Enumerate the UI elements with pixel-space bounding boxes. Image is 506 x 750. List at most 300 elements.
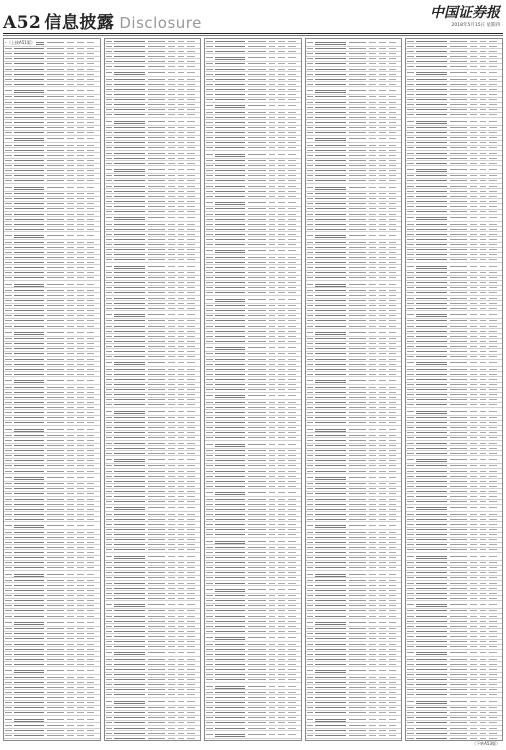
cell-text-placeholder xyxy=(14,542,45,543)
cell-text-placeholder xyxy=(114,229,145,230)
cell-text-placeholder xyxy=(148,211,165,212)
cell-text-placeholder xyxy=(416,244,447,245)
cell-text-placeholder xyxy=(67,353,74,354)
cell-text-placeholder xyxy=(77,272,84,273)
table-row xyxy=(306,39,402,47)
cell-text-placeholder xyxy=(450,514,467,515)
cell-text-placeholder xyxy=(77,590,84,591)
cell-text-placeholder xyxy=(315,160,346,161)
cell-text-placeholder xyxy=(77,504,84,505)
cell-text-placeholder xyxy=(14,353,45,354)
cell-text-placeholder xyxy=(215,239,246,240)
cell-text-placeholder xyxy=(87,107,95,108)
cell-text-placeholder xyxy=(206,239,213,240)
cell-text-placeholder xyxy=(47,155,64,156)
cell-text-placeholder xyxy=(269,99,276,100)
cell-text-placeholder xyxy=(87,670,95,671)
cell-text-placeholder xyxy=(450,465,467,466)
cell-text-placeholder xyxy=(288,214,296,215)
cell-text-placeholder xyxy=(349,682,366,683)
cell-text-placeholder xyxy=(315,79,346,80)
cell-text-placeholder xyxy=(315,471,346,472)
cell-text-placeholder xyxy=(416,346,447,347)
cell-text-placeholder xyxy=(187,229,195,230)
cell-text-placeholder xyxy=(248,94,265,95)
cell-text-placeholder xyxy=(47,58,64,59)
cell-text-placeholder xyxy=(389,622,397,623)
cell-text-placeholder xyxy=(288,94,296,95)
cell-text-placeholder xyxy=(14,193,45,194)
cell-text-placeholder xyxy=(206,432,213,433)
cell-text-placeholder xyxy=(114,496,145,497)
cell-text-placeholder xyxy=(480,519,487,520)
cell-text-placeholder xyxy=(148,465,165,466)
cell-text-placeholder xyxy=(379,102,386,103)
cell-text-placeholder xyxy=(315,525,346,526)
cell-text-placeholder xyxy=(187,674,195,675)
cell-text-placeholder xyxy=(114,459,145,460)
cell-text-placeholder xyxy=(5,644,12,645)
cell-text-placeholder xyxy=(106,481,113,482)
cell-text-placeholder xyxy=(215,359,246,360)
cell-text-placeholder xyxy=(315,175,346,176)
cell-text-placeholder xyxy=(47,493,64,494)
cell-text-placeholder xyxy=(114,272,145,273)
cell-text-placeholder xyxy=(480,417,487,418)
cell-text-placeholder xyxy=(168,626,175,627)
cell-text-placeholder xyxy=(215,191,246,192)
cell-text-placeholder xyxy=(47,547,64,548)
cell-text-placeholder xyxy=(450,379,467,380)
cell-text-placeholder xyxy=(278,722,285,723)
cell-text-placeholder xyxy=(67,69,74,70)
cell-text-placeholder xyxy=(269,89,276,90)
cell-text-placeholder xyxy=(480,593,487,594)
cell-text-placeholder xyxy=(379,707,386,708)
cell-text-placeholder xyxy=(148,556,165,557)
cell-text-placeholder xyxy=(215,132,246,133)
cell-text-placeholder xyxy=(288,589,296,590)
cell-text-placeholder xyxy=(206,572,213,573)
cell-text-placeholder xyxy=(67,102,74,103)
cell-text-placeholder xyxy=(416,180,447,181)
cell-text-placeholder xyxy=(349,267,366,268)
cell-text-placeholder xyxy=(480,326,487,327)
cell-text-placeholder xyxy=(114,432,145,433)
cell-text-placeholder xyxy=(407,153,414,154)
table-row xyxy=(205,441,301,449)
cell-text-placeholder xyxy=(67,445,74,446)
cell-text-placeholder xyxy=(307,242,314,243)
cell-text-placeholder xyxy=(114,427,145,428)
cell-text-placeholder xyxy=(148,674,165,675)
cell-text-placeholder xyxy=(106,147,113,148)
cell-text-placeholder xyxy=(187,684,195,685)
cell-text-placeholder xyxy=(77,595,84,596)
cell-text-placeholder xyxy=(248,504,265,505)
cell-text-placeholder xyxy=(269,299,276,300)
cell-text-placeholder xyxy=(168,61,175,62)
cell-text-placeholder xyxy=(379,697,386,698)
cell-text-placeholder xyxy=(178,593,185,594)
cell-text-placeholder xyxy=(315,397,346,398)
cell-text-placeholder xyxy=(14,145,45,146)
cell-text-placeholder xyxy=(470,99,477,100)
cell-text-placeholder xyxy=(470,175,477,176)
cell-text-placeholder xyxy=(67,208,74,209)
cell-text-placeholder xyxy=(215,224,246,225)
cell-text-placeholder xyxy=(269,170,276,171)
cell-text-placeholder xyxy=(489,556,497,557)
cell-text-placeholder xyxy=(178,712,185,713)
cell-text-placeholder xyxy=(106,51,113,52)
cell-text-placeholder xyxy=(269,57,276,58)
cell-text-placeholder xyxy=(379,150,386,151)
cell-text-placeholder xyxy=(389,310,397,311)
cell-text-placeholder xyxy=(349,332,366,333)
cell-text-placeholder xyxy=(269,331,276,332)
cell-text-placeholder xyxy=(187,707,195,708)
cell-text-placeholder xyxy=(47,277,64,278)
cell-text-placeholder xyxy=(269,112,276,113)
cell-text-placeholder xyxy=(206,359,213,360)
cell-text-placeholder xyxy=(187,427,195,428)
cell-text-placeholder xyxy=(168,259,175,260)
cell-text-placeholder xyxy=(114,417,145,418)
cell-text-placeholder xyxy=(187,282,195,283)
cell-text-placeholder xyxy=(349,392,366,393)
cell-text-placeholder xyxy=(416,254,447,255)
cell-text-placeholder xyxy=(307,567,314,568)
cell-text-placeholder xyxy=(67,499,74,500)
cell-text-placeholder xyxy=(315,364,346,365)
cell-text-placeholder xyxy=(480,636,487,637)
cell-text-placeholder xyxy=(288,244,296,245)
cell-text-placeholder xyxy=(77,290,84,291)
cell-text-placeholder xyxy=(87,198,95,199)
cell-text-placeholder xyxy=(369,735,376,736)
cell-text-placeholder xyxy=(206,336,213,337)
cell-text-placeholder xyxy=(416,610,447,611)
cell-text-placeholder xyxy=(489,404,497,405)
cell-text-placeholder xyxy=(67,412,74,413)
cell-text-placeholder xyxy=(278,702,285,703)
cell-text-placeholder xyxy=(288,180,296,181)
cell-text-placeholder xyxy=(248,202,265,203)
cell-text-placeholder xyxy=(148,529,165,530)
cell-text-placeholder xyxy=(369,310,376,311)
cell-text-placeholder xyxy=(47,170,64,171)
cell-text-placeholder xyxy=(369,407,376,408)
cell-text-placeholder xyxy=(168,394,175,395)
cell-text-placeholder xyxy=(77,610,84,611)
cell-text-placeholder xyxy=(168,379,175,380)
cell-text-placeholder xyxy=(470,646,477,647)
cell-text-placeholder xyxy=(248,191,265,192)
cell-text-placeholder xyxy=(288,250,296,251)
cell-text-placeholder xyxy=(307,682,314,683)
cell-text-placeholder xyxy=(148,583,165,584)
cell-text-placeholder xyxy=(278,239,285,240)
cell-text-placeholder xyxy=(379,353,386,354)
cell-text-placeholder xyxy=(349,465,366,466)
cell-text-placeholder xyxy=(168,631,175,632)
cell-text-placeholder xyxy=(349,712,366,713)
cell-text-placeholder xyxy=(168,147,175,148)
cell-text-placeholder xyxy=(77,638,84,639)
cell-text-placeholder xyxy=(47,422,64,423)
cell-text-placeholder xyxy=(407,266,414,267)
cell-text-placeholder xyxy=(206,519,213,520)
cell-text-placeholder xyxy=(480,411,487,412)
cell-text-placeholder xyxy=(278,631,285,632)
cell-text-placeholder xyxy=(148,104,165,105)
cell-text-placeholder xyxy=(288,417,296,418)
cell-text-placeholder xyxy=(315,300,346,301)
cell-text-placeholder xyxy=(480,61,487,62)
cell-text-placeholder xyxy=(307,170,314,171)
cell-text-placeholder xyxy=(5,493,12,494)
cell-text-placeholder xyxy=(77,107,84,108)
cell-text-placeholder xyxy=(480,46,487,47)
cell-text-placeholder xyxy=(178,507,185,508)
cell-text-placeholder xyxy=(315,514,346,515)
cell-text-placeholder xyxy=(14,198,45,199)
cell-text-placeholder xyxy=(215,112,246,113)
cell-text-placeholder xyxy=(178,717,185,718)
cell-text-placeholder xyxy=(148,738,165,739)
cell-text-placeholder xyxy=(187,234,195,235)
cell-text-placeholder xyxy=(148,153,165,154)
cell-text-placeholder xyxy=(349,628,366,629)
cell-text-placeholder xyxy=(407,211,414,212)
cell-text-placeholder xyxy=(168,341,175,342)
cell-text-placeholder xyxy=(450,646,467,647)
cell-text-placeholder xyxy=(407,72,414,73)
table-row xyxy=(306,522,402,530)
cell-text-placeholder xyxy=(77,63,84,64)
cell-text-placeholder xyxy=(106,379,113,380)
cell-text-placeholder xyxy=(248,669,265,670)
cell-text-placeholder xyxy=(47,552,64,553)
cell-text-placeholder xyxy=(47,160,64,161)
cell-text-placeholder xyxy=(480,272,487,273)
cell-text-placeholder xyxy=(489,109,497,110)
cell-text-placeholder xyxy=(379,537,386,538)
cell-text-placeholder xyxy=(187,437,195,438)
cell-text-placeholder xyxy=(14,730,45,731)
cell-text-placeholder xyxy=(416,46,447,47)
cell-text-placeholder xyxy=(114,303,145,304)
cell-text-placeholder xyxy=(288,267,296,268)
cell-text-placeholder xyxy=(87,504,95,505)
cell-text-placeholder xyxy=(407,114,414,115)
cell-text-placeholder xyxy=(215,105,246,106)
cell-text-placeholder xyxy=(315,537,346,538)
cell-text-placeholder xyxy=(178,132,185,133)
cell-text-placeholder xyxy=(269,509,276,510)
cell-text-placeholder xyxy=(369,392,376,393)
cell-text-placeholder xyxy=(5,677,12,678)
cell-text-placeholder xyxy=(416,99,447,100)
cell-text-placeholder xyxy=(148,206,165,207)
cell-text-placeholder xyxy=(489,631,497,632)
cell-text-placeholder xyxy=(278,427,285,428)
cell-text-placeholder xyxy=(5,102,12,103)
cell-text-placeholder xyxy=(206,84,213,85)
cell-text-placeholder xyxy=(416,659,447,660)
table-row xyxy=(4,329,100,337)
cell-text-placeholder xyxy=(416,453,447,454)
cell-text-placeholder xyxy=(307,455,314,456)
cell-text-placeholder xyxy=(5,460,12,461)
cell-text-placeholder xyxy=(87,600,95,601)
cell-text-placeholder xyxy=(178,292,185,293)
cell-text-placeholder xyxy=(389,417,397,418)
cell-text-placeholder xyxy=(248,277,265,278)
cell-text-placeholder xyxy=(215,471,246,472)
cell-text-placeholder xyxy=(480,616,487,617)
cell-text-placeholder xyxy=(77,180,84,181)
cell-text-placeholder xyxy=(14,387,45,388)
page-number: A52 xyxy=(3,13,42,33)
cell-text-placeholder xyxy=(67,214,74,215)
cell-text-placeholder xyxy=(288,717,296,718)
cell-text-placeholder xyxy=(168,501,175,502)
cell-text-placeholder xyxy=(248,347,265,348)
cell-text-placeholder xyxy=(407,346,414,347)
cell-text-placeholder xyxy=(67,262,74,263)
cell-text-placeholder xyxy=(5,525,12,526)
cell-text-placeholder xyxy=(269,702,276,703)
cell-text-placeholder xyxy=(187,404,195,405)
cell-text-placeholder xyxy=(470,239,477,240)
cell-text-placeholder xyxy=(349,122,366,123)
cell-text-placeholder xyxy=(489,224,497,225)
cell-text-placeholder xyxy=(114,674,145,675)
cell-text-placeholder xyxy=(489,229,497,230)
cell-text-placeholder xyxy=(67,165,74,166)
cell-text-placeholder xyxy=(47,310,64,311)
cell-text-placeholder xyxy=(215,310,246,311)
cell-text-placeholder xyxy=(206,492,213,493)
cell-text-placeholder xyxy=(288,272,296,273)
cell-text-placeholder xyxy=(407,308,414,309)
cell-text-placeholder xyxy=(450,356,467,357)
cell-text-placeholder xyxy=(5,387,12,388)
cell-text-placeholder xyxy=(416,519,447,520)
cell-text-placeholder xyxy=(148,534,165,535)
cell-text-placeholder xyxy=(215,74,246,75)
cell-text-placeholder xyxy=(206,562,213,563)
cell-text-placeholder xyxy=(14,659,45,660)
cell-text-placeholder xyxy=(315,295,346,296)
cell-text-placeholder xyxy=(114,476,145,477)
cell-text-placeholder xyxy=(349,644,366,645)
cell-text-placeholder xyxy=(106,707,113,708)
cell-text-placeholder xyxy=(379,610,386,611)
cell-text-placeholder xyxy=(416,534,447,535)
cell-text-placeholder xyxy=(148,679,165,680)
cell-text-placeholder xyxy=(288,697,296,698)
cell-text-placeholder xyxy=(369,107,376,108)
cell-text-placeholder xyxy=(489,292,497,293)
cell-text-placeholder xyxy=(178,326,185,327)
cell-text-placeholder xyxy=(489,621,497,622)
cell-text-placeholder xyxy=(369,567,376,568)
cell-text-placeholder xyxy=(379,567,386,568)
cell-text-placeholder xyxy=(178,577,185,578)
cell-text-placeholder xyxy=(168,384,175,385)
cell-text-placeholder xyxy=(450,142,467,143)
cell-text-placeholder xyxy=(470,72,477,73)
cell-text-placeholder xyxy=(470,104,477,105)
cell-text-placeholder xyxy=(178,89,185,90)
cell-text-placeholder xyxy=(67,364,74,365)
cell-text-placeholder xyxy=(278,654,285,655)
cell-text-placeholder xyxy=(67,170,74,171)
cell-text-placeholder xyxy=(489,153,497,154)
cell-text-placeholder xyxy=(389,509,397,510)
cell-text-placeholder xyxy=(14,509,45,510)
cell-text-placeholder xyxy=(248,481,265,482)
cell-text-placeholder xyxy=(480,114,487,115)
cell-text-placeholder xyxy=(450,175,467,176)
cell-text-placeholder xyxy=(389,305,397,306)
cell-text-placeholder xyxy=(248,239,265,240)
cell-text-placeholder xyxy=(215,734,246,735)
cell-text-placeholder xyxy=(187,679,195,680)
cell-text-placeholder xyxy=(5,79,12,80)
cell-text-placeholder xyxy=(215,547,246,548)
cell-text-placeholder xyxy=(5,326,12,327)
cell-text-placeholder xyxy=(269,326,276,327)
cell-text-placeholder xyxy=(470,471,477,472)
cell-text-placeholder xyxy=(148,577,165,578)
cell-text-placeholder xyxy=(416,679,447,680)
cell-text-placeholder xyxy=(450,507,467,508)
cell-text-placeholder xyxy=(106,66,113,67)
cell-text-placeholder xyxy=(67,127,74,128)
cell-text-placeholder xyxy=(307,719,314,720)
cell-text-placeholder xyxy=(215,202,246,203)
cell-text-placeholder xyxy=(369,649,376,650)
cell-text-placeholder xyxy=(67,664,74,665)
cell-text-placeholder xyxy=(248,219,265,220)
cell-text-placeholder xyxy=(187,572,195,573)
cell-text-placeholder xyxy=(14,262,45,263)
cell-text-placeholder xyxy=(248,509,265,510)
cell-text-placeholder xyxy=(269,740,276,741)
cell-text-placeholder xyxy=(14,595,45,596)
cell-text-placeholder xyxy=(206,567,213,568)
cell-text-placeholder xyxy=(450,631,467,632)
cell-text-placeholder xyxy=(416,593,447,594)
cell-text-placeholder xyxy=(248,610,265,611)
cell-text-placeholder xyxy=(47,638,64,639)
cell-text-placeholder xyxy=(315,63,346,64)
cell-text-placeholder xyxy=(480,496,487,497)
cell-text-placeholder xyxy=(206,626,213,627)
cell-text-placeholder xyxy=(215,529,246,530)
cell-text-placeholder xyxy=(114,621,145,622)
cell-text-placeholder xyxy=(187,722,195,723)
cell-text-placeholder xyxy=(489,356,497,357)
cell-text-placeholder xyxy=(206,407,213,408)
cell-text-placeholder xyxy=(14,170,45,171)
cell-text-placeholder xyxy=(278,572,285,573)
cell-text-placeholder xyxy=(87,277,95,278)
